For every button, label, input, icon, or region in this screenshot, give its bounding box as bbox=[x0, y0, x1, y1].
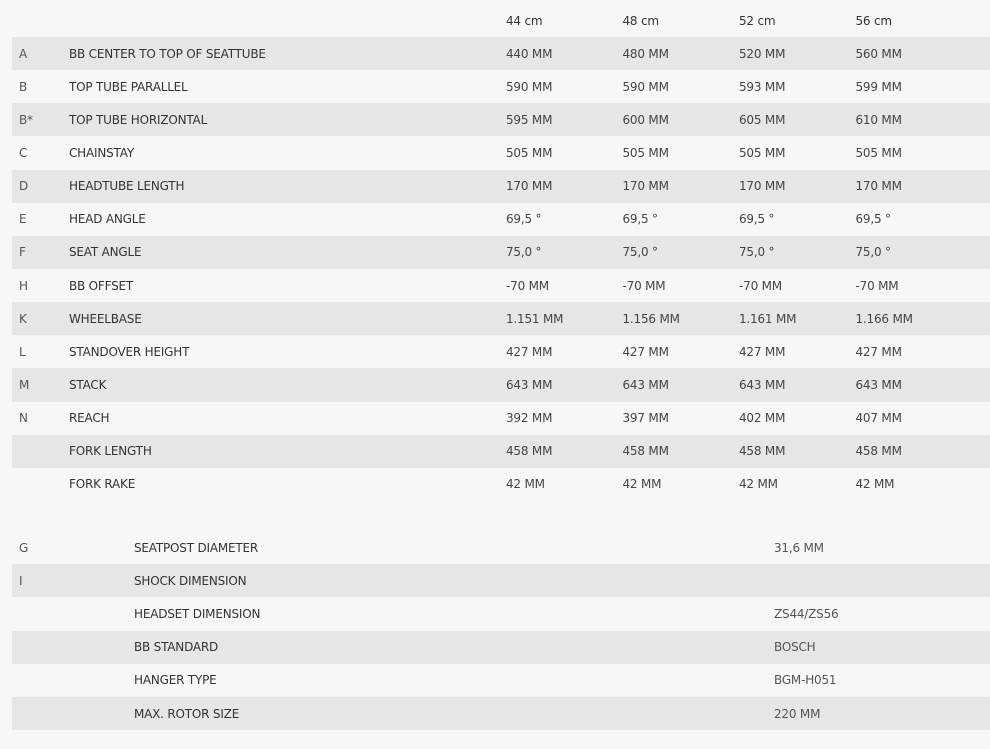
table-row bbox=[12, 170, 990, 203]
row-letter: B bbox=[19, 79, 28, 94]
row-value: 42 MM bbox=[739, 477, 778, 492]
row-name: SEAT ANGLE bbox=[69, 245, 142, 260]
row-value: 593 MM bbox=[739, 79, 786, 94]
geometry-body bbox=[12, 37, 990, 501]
row-letter: C bbox=[19, 145, 28, 160]
row-value: 392 MM bbox=[506, 411, 553, 426]
spec-name: MAX. ROTOR SIZE bbox=[134, 706, 240, 721]
table-row bbox=[12, 103, 990, 136]
row-value: 407 MM bbox=[855, 411, 902, 426]
specs-table bbox=[12, 531, 990, 730]
row-value: 75,0 ° bbox=[622, 245, 658, 260]
row-value: 427 MM bbox=[506, 344, 553, 359]
specs-body bbox=[12, 531, 990, 730]
row-value: 69,5 ° bbox=[506, 212, 542, 227]
row-value: 458 MM bbox=[622, 444, 669, 459]
row-letter: K bbox=[19, 311, 27, 326]
spec-value: 220 MM bbox=[774, 706, 821, 721]
row-name: BB OFFSET bbox=[69, 278, 134, 293]
row-value: 427 MM bbox=[739, 344, 786, 359]
table-row bbox=[12, 368, 990, 401]
row-value: 75,0 ° bbox=[855, 245, 891, 260]
spec-row bbox=[12, 664, 990, 697]
row-value: 505 MM bbox=[622, 145, 669, 160]
table-row bbox=[12, 468, 990, 501]
row-value: 599 MM bbox=[855, 79, 902, 94]
row-name: HEADTUBE LENGTH bbox=[69, 179, 185, 194]
row-name: HEAD ANGLE bbox=[69, 212, 146, 227]
spec-name: BB STANDARD bbox=[134, 640, 219, 655]
row-value: 605 MM bbox=[739, 112, 786, 127]
spec-value: ZS44/ZS56 bbox=[774, 606, 839, 621]
row-value: 595 MM bbox=[506, 112, 553, 127]
row-letter: L bbox=[19, 344, 26, 359]
row-letter: N bbox=[19, 411, 28, 426]
row-value: 170 MM bbox=[855, 179, 902, 194]
row-name: BB CENTER TO TOP OF SEATTUBE bbox=[69, 46, 266, 61]
spec-row bbox=[12, 564, 990, 597]
spec-row bbox=[12, 697, 990, 730]
table-row bbox=[12, 302, 990, 335]
size-header-48: 48 cm bbox=[622, 13, 659, 28]
spec-name: HEADSET DIMENSION bbox=[134, 606, 261, 621]
row-name: FORK LENGTH bbox=[69, 444, 152, 459]
spec-value: BOSCH bbox=[774, 640, 816, 655]
row-value: 1.156 MM bbox=[622, 311, 680, 326]
spec-name: HANGER TYPE bbox=[134, 673, 217, 688]
row-letter: D bbox=[19, 179, 29, 194]
row-value: 69,5 ° bbox=[855, 212, 891, 227]
row-value: 69,5 ° bbox=[739, 212, 775, 227]
row-name: WHEELBASE bbox=[69, 311, 142, 326]
spec-row bbox=[12, 631, 990, 664]
row-value: 402 MM bbox=[739, 411, 786, 426]
row-value: 427 MM bbox=[622, 344, 669, 359]
row-name: FORK RAKE bbox=[69, 477, 136, 492]
row-value: 42 MM bbox=[506, 477, 545, 492]
row-value: 520 MM bbox=[739, 46, 786, 61]
row-value: 643 MM bbox=[622, 377, 669, 392]
row-value: 643 MM bbox=[855, 377, 902, 392]
row-value: 610 MM bbox=[855, 112, 902, 127]
row-letter: B* bbox=[19, 112, 33, 127]
row-value: 75,0 ° bbox=[506, 245, 542, 260]
spec-row bbox=[12, 597, 990, 630]
row-value: 600 MM bbox=[622, 112, 669, 127]
geometry-header-row bbox=[12, 4, 990, 37]
row-name: STACK bbox=[69, 377, 107, 392]
table-row bbox=[12, 203, 990, 236]
row-value: 427 MM bbox=[855, 344, 902, 359]
row-letter: A bbox=[19, 46, 28, 61]
spec-value: 31,6 MM bbox=[774, 540, 824, 555]
row-value: 458 MM bbox=[739, 444, 786, 459]
row-name: STANDOVER HEIGHT bbox=[69, 344, 190, 359]
spec-value: BGM-H051 bbox=[774, 673, 837, 688]
row-value: 560 MM bbox=[855, 46, 902, 61]
row-value: 505 MM bbox=[739, 145, 786, 160]
row-value: 170 MM bbox=[622, 179, 669, 194]
row-name: REACH bbox=[69, 411, 110, 426]
row-value: 397 MM bbox=[622, 411, 669, 426]
row-value: -70 MM bbox=[739, 278, 782, 293]
row-value: 458 MM bbox=[855, 444, 902, 459]
spec-name: SEATPOST DIAMETER bbox=[134, 540, 259, 555]
row-value: 1.161 MM bbox=[739, 311, 797, 326]
row-value: 170 MM bbox=[739, 179, 786, 194]
table-row bbox=[12, 136, 990, 169]
spec-row bbox=[12, 531, 990, 564]
row-value: 69,5 ° bbox=[622, 212, 658, 227]
row-value: 458 MM bbox=[506, 444, 553, 459]
size-header-44: 44 cm bbox=[506, 13, 543, 28]
row-name: CHAINSTAY bbox=[69, 145, 134, 160]
row-value: 75,0 ° bbox=[739, 245, 775, 260]
row-value: 643 MM bbox=[506, 377, 553, 392]
spec-letter: I bbox=[19, 573, 23, 588]
table-row bbox=[12, 435, 990, 468]
size-header-52: 52 cm bbox=[739, 13, 776, 28]
table-row bbox=[12, 402, 990, 435]
row-value: 505 MM bbox=[855, 145, 902, 160]
row-value: -70 MM bbox=[622, 278, 666, 293]
row-value: 170 MM bbox=[506, 179, 553, 194]
size-header-56: 56 cm bbox=[855, 13, 892, 28]
table-row bbox=[12, 37, 990, 70]
row-value: 440 MM bbox=[506, 46, 553, 61]
row-value: 505 MM bbox=[506, 145, 553, 160]
row-value: 42 MM bbox=[622, 477, 662, 492]
row-value: 643 MM bbox=[739, 377, 786, 392]
geometry-table bbox=[12, 4, 990, 501]
row-name: TOP TUBE PARALLEL bbox=[69, 79, 188, 94]
table-row bbox=[12, 269, 990, 302]
table-row bbox=[12, 236, 990, 269]
row-letter: H bbox=[19, 278, 28, 293]
spec-name: SHOCK DIMENSION bbox=[134, 573, 247, 588]
table-row bbox=[12, 335, 990, 368]
row-value: 1.166 MM bbox=[855, 311, 913, 326]
spec-letter: G bbox=[19, 540, 29, 555]
row-letter: E bbox=[19, 212, 27, 227]
row-value: 1.151 MM bbox=[506, 311, 564, 326]
row-value: 590 MM bbox=[622, 79, 669, 94]
row-value: -70 MM bbox=[506, 278, 549, 293]
row-name: TOP TUBE HORIZONTAL bbox=[69, 112, 208, 127]
table-row bbox=[12, 70, 990, 103]
row-value: -70 MM bbox=[855, 278, 899, 293]
row-letter: M bbox=[19, 377, 30, 392]
row-value: 590 MM bbox=[506, 79, 553, 94]
row-value: 480 MM bbox=[622, 46, 669, 61]
row-value: 42 MM bbox=[855, 477, 895, 492]
row-letter: F bbox=[19, 245, 26, 260]
